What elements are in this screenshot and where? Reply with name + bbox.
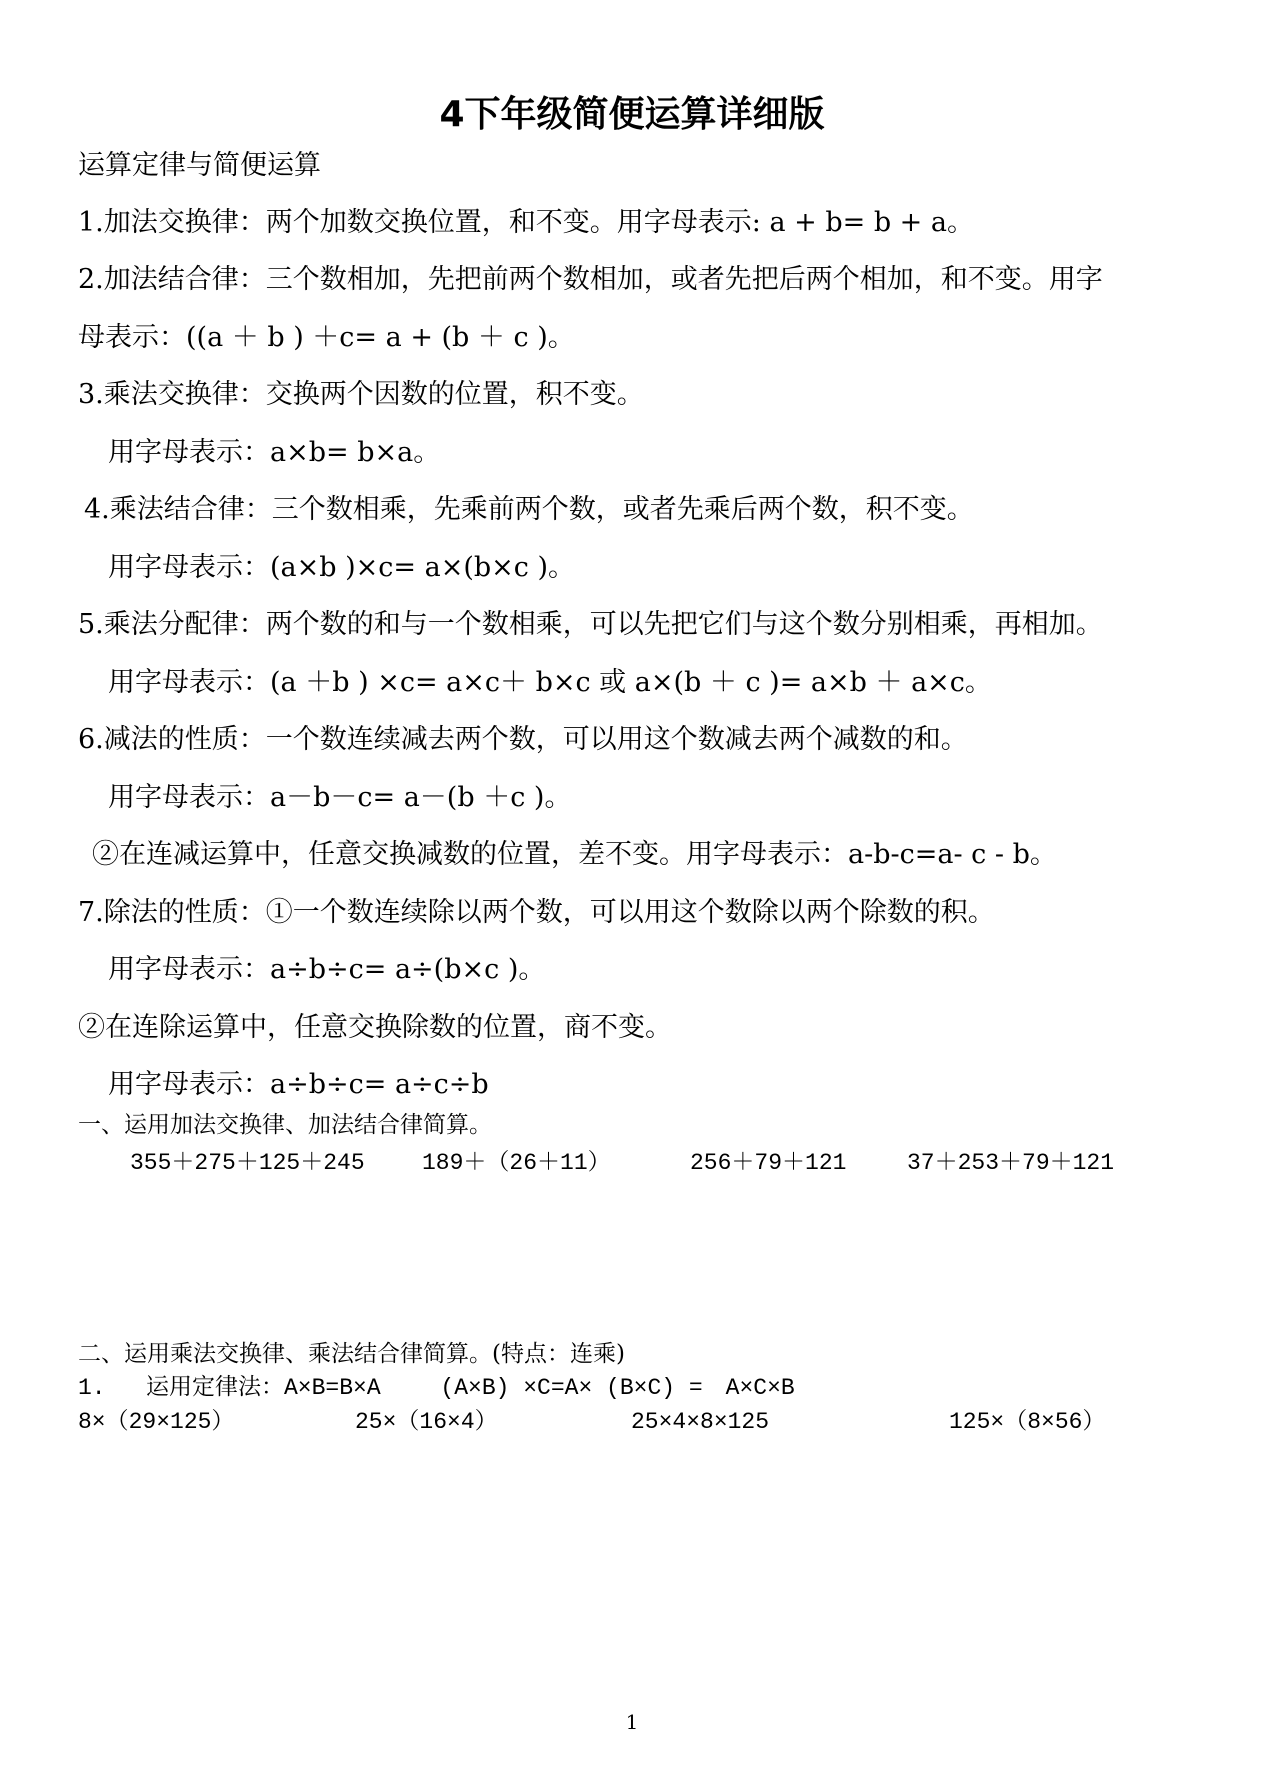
- exercise1-problem: 37＋253＋79＋121: [907, 1150, 1115, 1176]
- page-number: 1: [625, 1710, 639, 1734]
- exercise2-heading: 二、运用乘法交换律、乘法结合律简算。(特点：连乘): [78, 1341, 625, 1367]
- exercise2-method-number: 1.: [78, 1375, 106, 1401]
- exercise1-problem: 355＋275＋125＋245: [130, 1150, 365, 1176]
- law-addition-associative-formula: 母表示：((a ＋ b ) ＋c= a + (b ＋ c )。: [78, 322, 575, 353]
- section-heading: 运算定律与简便运算: [78, 150, 321, 181]
- law-division-property: 7.除法的性质：①一个数连续除以两个数，可以用这个数除以两个除数的积。: [78, 897, 995, 928]
- exercise2-problem: 8×（29×125）: [78, 1409, 235, 1435]
- law-subtraction-property: 6.减法的性质：一个数连续减去两个数，可以用这个数减去两个减数的和。: [78, 724, 968, 755]
- law-division-swap: ②在连除运算中，任意交换除数的位置，商不变。: [78, 1012, 672, 1043]
- law-multiplication-associative-formula: 用字母表示：(a×b )×c= a×(b×c )。: [108, 552, 576, 583]
- law-multiplication-commutative-formula: 用字母表示：a×b= b×a。: [108, 437, 441, 468]
- law-division-property-formula: 用字母表示：a÷b÷c= a÷(b×c )。: [108, 954, 546, 985]
- law-subtraction-swap: ②在连减运算中，任意交换减数的位置，差不变。用字母表示：a-b-c=a- c - b。: [92, 839, 1057, 870]
- law-division-swap-formula: 用字母表示：a÷b÷c= a÷c÷b: [108, 1069, 489, 1100]
- law-multiplication-associative: 4.乘法结合律：三个数相乘，先乘前两个数，或者先乘后两个数，积不变。: [84, 494, 974, 525]
- law-addition-associative: 2.加法结合律：三个数相加，先把前两个数相加，或者先把后两个相加，和不变。用字: [78, 264, 1103, 295]
- law-addition-commutative: 1.加法交换律：两个加数交换位置，和不变。用字母表示: a + b= b + a。: [78, 207, 974, 238]
- exercise1-problem: 256＋79＋121: [690, 1150, 847, 1176]
- exercise2-problem: 25×4×8×125: [631, 1409, 770, 1435]
- exercise1-heading: 一、运用加法交换律、加法结合律简算。: [78, 1112, 492, 1138]
- exercise1-problem: 189＋（26＋11）: [422, 1150, 611, 1176]
- page-title: 4下年级简便运算详细版: [439, 94, 825, 135]
- law-subtraction-property-formula: 用字母表示：a－b－c= a－(b ＋c )。: [108, 782, 572, 813]
- exercise2-method: 运用定律法：A×B=B×A (A×B) ×C=A× (B×C) = A×C×B: [146, 1375, 795, 1401]
- law-multiplication-distributive-formula: 用字母表示：(a ＋b ) ×c= a×c＋ b×c 或 a×(b ＋ c )= a×b ＋ a×c。: [108, 667, 992, 698]
- law-multiplication-commutative: 3.乘法交换律：交换两个因数的位置，积不变。: [78, 379, 644, 410]
- exercise2-problem: 125×（8×56）: [949, 1409, 1106, 1435]
- exercise2-problem: 25×（16×4）: [355, 1409, 498, 1435]
- law-multiplication-distributive: 5.乘法分配律：两个数的和与一个数相乘，可以先把它们与这个数分别相乘，再相加。: [78, 609, 1103, 640]
